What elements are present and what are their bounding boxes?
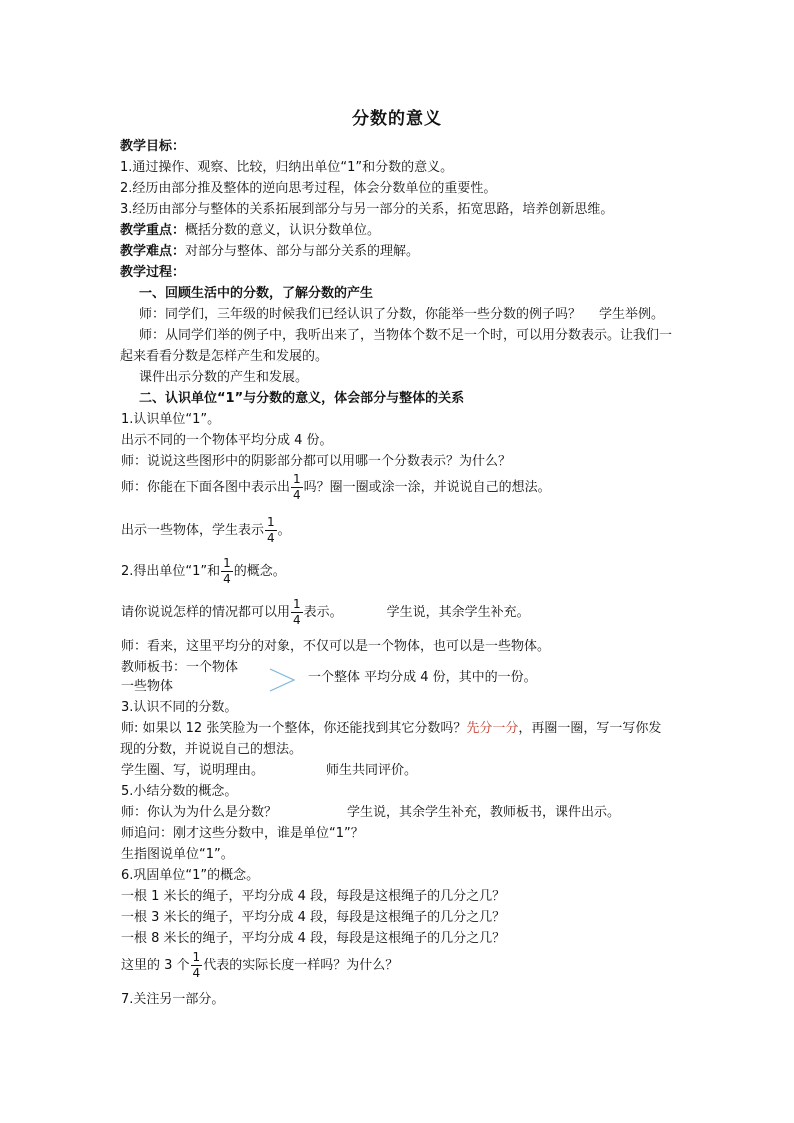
goal-item: 3.经历由部分与整体的关系拓展到部分与另一部分的关系，拓宽思路，培养创新思维。 [120, 202, 614, 217]
fraction-numerator: 1 [223, 556, 231, 570]
paragraph [121, 950, 398, 981]
rope-question: 一根 8 米长的绳子，平均分成 4 段，每段是这根绳子的几分之几？ [121, 931, 506, 946]
text-fragment: 吗？圈一圈或涂一涂，并说说自己的想法。 [303, 480, 551, 495]
page-title: 分数的意义 [352, 109, 442, 129]
paragraph [121, 515, 291, 546]
fraction-one-quarter [191, 950, 203, 981]
fraction-denominator: 4 [267, 531, 275, 545]
subheading: 7.关注另一部分。 [121, 992, 225, 1007]
fraction-one-quarter [221, 556, 233, 587]
difficulty-label: 教学难点： [120, 244, 186, 259]
paragraph: 出示不同的一个物体平均分成 4 份。 [121, 433, 333, 448]
subheading: 1.认识单位“1”。 [121, 412, 221, 427]
paragraph: 课件出示分数的产生和发展。 [139, 370, 309, 385]
paragraph [121, 597, 530, 628]
text-fragment: 师生共同评价。 [326, 763, 418, 778]
text-fragment: 的概念。 [233, 564, 286, 579]
fraction-numerator: 1 [192, 950, 201, 964]
text-fragment: 代表的实际长度一样吗？为什么？ [203, 958, 399, 973]
fraction-denominator: 4 [192, 966, 201, 980]
text-fragment: 请你说说怎样的情况都可以用 [121, 605, 291, 620]
text-fragment: ，再圈一圈，写一写你发 [518, 721, 662, 736]
paragraph [121, 472, 551, 503]
paragraph: 师追问：刚才这些分数中，谁是单位“1”？ [121, 826, 364, 841]
paragraph: 师：从同学们举的例子中，我听出来了，当物体个数不足一个时，可以用分数表示。让我们一 [139, 328, 673, 343]
key-point-text: 概括分数的意义，认识分数单位。 [185, 223, 381, 238]
student-response: 学生举例。 [599, 307, 665, 322]
paragraph [121, 804, 620, 822]
paragraph [121, 762, 417, 780]
fraction-numerator: 1 [267, 515, 275, 529]
subheading: 6.巩固单位“1”的概念。 [121, 868, 260, 883]
fraction-one-quarter [291, 597, 303, 628]
text-fragment: 。 [277, 523, 291, 538]
fraction-one-quarter [265, 515, 277, 546]
subheading: 3.认识不同的分数。 [121, 700, 238, 715]
highlighted-text: 先分一分 [466, 721, 519, 736]
bracket-arrow-icon [268, 667, 298, 693]
difficulty-text: 对部分与整体、部分与部分关系的理解。 [185, 244, 420, 259]
paragraph: 现的分数，并说说自己的想法。 [120, 742, 303, 757]
paragraph: 生指图说单位“1”。 [121, 847, 234, 862]
rope-question: 一根 3 米长的绳子，平均分成 4 段，每段是这根绳子的几分之几？ [121, 910, 506, 925]
text-fragment: 师: 如果以 12 张笑脸为一个整体，你还能找到其它分数吗？ [121, 721, 467, 736]
text-fragment: 出示一些物体，学生表示 [121, 523, 265, 538]
text-fragment: 2.得出单位“1”和 [121, 564, 221, 579]
fraction-one-quarter [291, 472, 303, 503]
fraction-numerator: 1 [293, 472, 301, 486]
text-fragment: 师：你能在下面各图中表示出 [121, 480, 291, 495]
text-fragment: 这里的 3 个 [121, 958, 190, 973]
paragraph [121, 720, 661, 738]
text-fragment: 表示。 [303, 605, 343, 620]
paragraph [139, 306, 664, 324]
board-line: 一个整体 平均分成 4 份，其中的一份。 [308, 670, 537, 685]
fraction-denominator: 4 [293, 613, 301, 627]
goals-heading: 教学目标： [120, 139, 186, 154]
rope-question: 一根 1 米长的绳子，平均分成 4 段，每段是这根绳子的几分之几？ [121, 889, 506, 904]
goal-item: 1.通过操作、观察、比较，归纳出单位“1”和分数的意义。 [120, 160, 454, 175]
paragraph: 师：看来，这里平均分的对象，不仅可以是一个物体，也可以是一些物体。 [121, 639, 551, 654]
board-line: 一些物体 [121, 679, 174, 694]
fraction-denominator: 4 [223, 572, 231, 586]
process-heading: 教学过程： [120, 265, 186, 280]
teacher-question: 师：你认为为什么是分数？ [121, 805, 278, 820]
teacher-question: 师：同学们，三年级的时候我们已经认识了分数，你能举一些分数的例子吗？ [139, 307, 582, 322]
paragraph: 起来看看分数是怎样产生和发展的。 [120, 349, 329, 364]
paragraph: 师：说说这些图形中的阴影部分都可以用哪一个分数表示？为什么？ [121, 454, 512, 469]
subheading [121, 556, 286, 587]
key-point-label: 教学重点： [120, 223, 186, 238]
section1-heading: 一、回顾生活中的分数，了解分数的产生 [139, 286, 374, 301]
fraction-numerator: 1 [293, 597, 301, 611]
student-response: 学生说，其余学生补充，教师板书，课件出示。 [347, 805, 621, 820]
goal-item: 2.经历由部分推及整体的逆向思考过程，体会分数单位的重要性。 [120, 181, 497, 196]
student-response: 学生圈、写，说明理由。 [121, 763, 265, 778]
student-response: 学生说，其余学生补充。 [386, 605, 530, 620]
fraction-denominator: 4 [293, 488, 301, 502]
subheading: 5.小结分数的概念。 [121, 784, 238, 799]
board-line: 教师板书：一个物体 [121, 660, 239, 675]
section2-heading: 二、认识单位“1”与分数的意义，体会部分与整体的关系 [139, 391, 465, 406]
key-point-line [120, 222, 380, 240]
difficulty-line [120, 243, 419, 261]
